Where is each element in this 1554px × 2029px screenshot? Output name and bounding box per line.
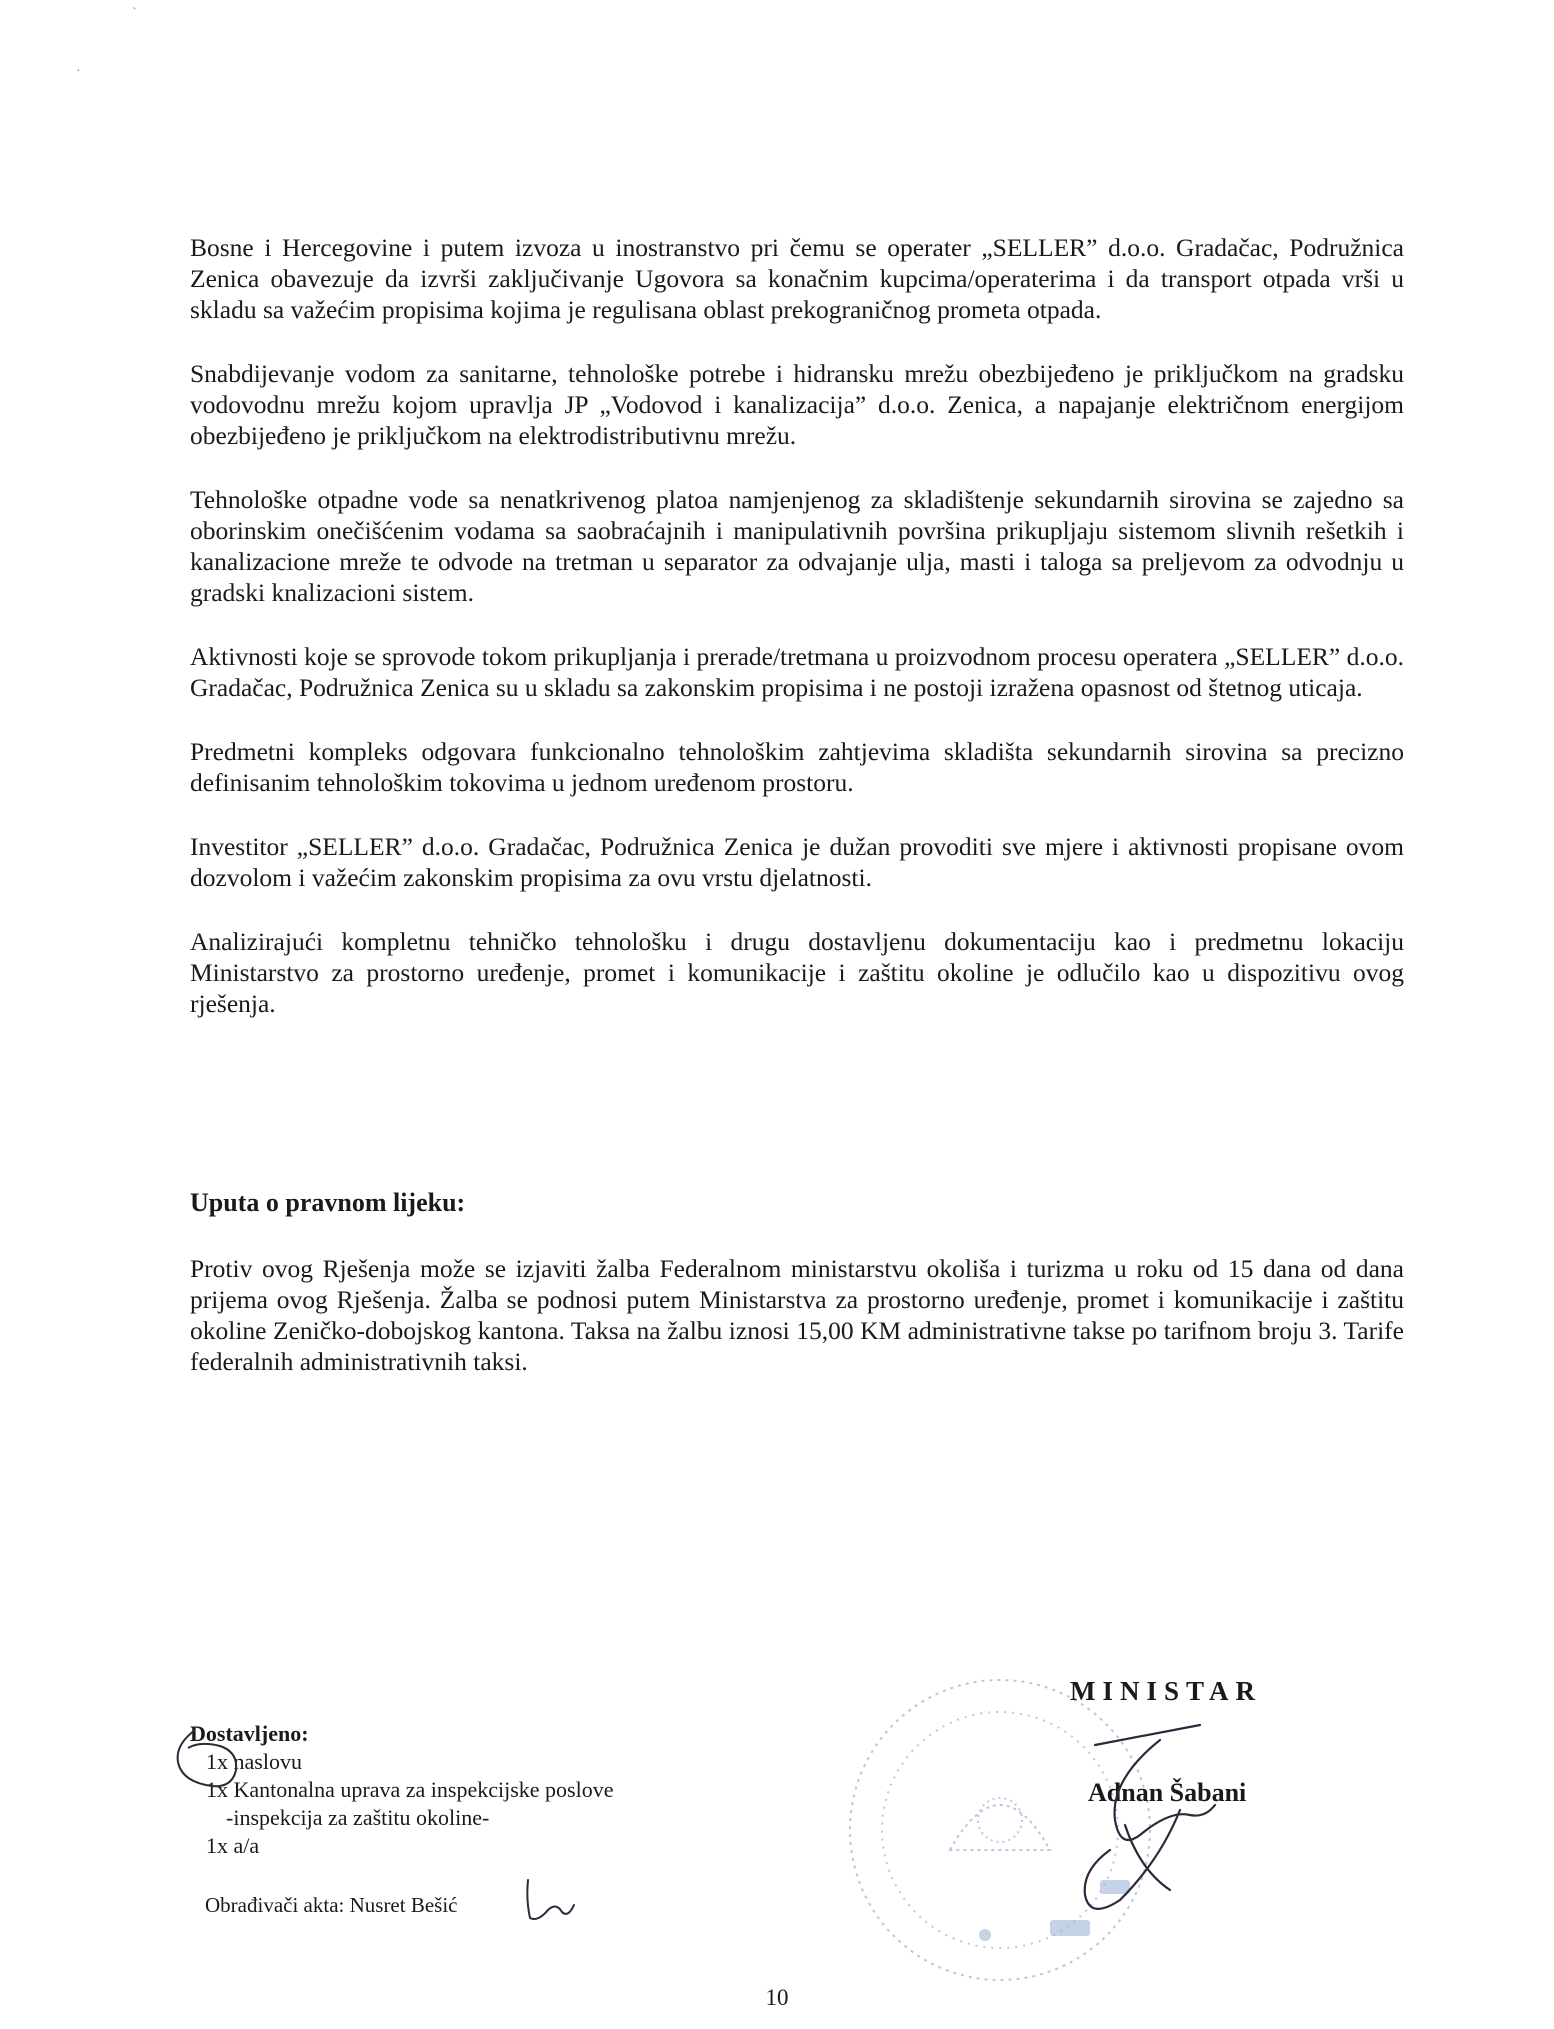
paragraph: Snabdijevanje vodom za sanitarne, tehnološke potrebe i hidransku mrežu obezbijeđeno je priključkom na gradsku vodovodnu mrežu kojom upravlja JP „Vodovod i kanalizacija” d.o.o. Zenica, a napajanje električnom energijom obezbijeđeno je priključkom na elektrodistributivnu mrežu. — [190, 359, 1404, 450]
appeal-text: Protiv ovog Rješenja može se izjaviti žalba Federalnom ministarstvu okoliša i turizma u roku od 15 dana od dana prijema ovog Rješenja. Žalba se podnosi putem Ministarstva za prostorno uređenje, promet i komunikacije i zaštitu okoline Zeničko-dobojskog kantona. Taksa na žalbu iznosi 15,00 KM administrativne takse po tarifnom broju 3. Tarife federalnih administrativnih taksi. — [190, 1254, 1404, 1376]
delivered-item: 1x Kantonalna uprava za inspekcijske poslove — [206, 1777, 614, 1802]
delivered-list — [190, 1720, 613, 1860]
delivered-item: 1x naslovu — [206, 1749, 302, 1774]
paragraph: Aktivnosti koje se sprovode tokom prikupljanja i prerade/tretmana u proizvodnom procesu operatera „SELLER” d.o.o. Gradačac, Podružnica Zenica su u skladu sa zakonskim propisima i ne postoji izražena opasnost od štetnog uticaja. — [190, 642, 1404, 702]
scan-artifact: · — [76, 64, 81, 79]
delivered-item: 1x a/a — [206, 1833, 260, 1858]
body-text — [190, 232, 1404, 1052]
paragraph: Tehnološke otpadne vode sa nenatkrivenog platoa namjenjenog za skladištenje sekundarnih sirovina se zajedno sa oborinskim onečišćenim vodama sa saobraćajnih i manipulativnih površina prikupljaju sistemom slivnih rešetkih i kanalizacione mreže te odvode na tretman u separator za odvajanje ulja, masti i taloga sa preljevom za odvodnju u gradski knalizacioni sistem. — [190, 485, 1404, 607]
delivered-label: Dostavljeno: — [190, 1721, 309, 1746]
paragraph: Analizirajući kompletnu tehničko tehnološku i drugu dostavljenu dokumentaciju kao i predmetnu lokaciju Ministarstvo za prostorno uređenje, promet i komunikacije i zaštitu okoline je odlučilo kao u dispozitivu ovog rješenja. — [190, 927, 1404, 1018]
paragraph: Predmetni kompleks odgovara funkcionalno tehnološkim zahtjevima skladišta sekundarnih sirovina sa precizno definisanim tehnološkim tokovima u jednom uređenom prostoru. — [190, 737, 1404, 797]
processors-note: Obrađivači akta: Nusret Bešić — [205, 1893, 458, 1917]
paragraph: Investitor „SELLER” d.o.o. Gradačac, Podružnica Zenica je dužan provoditi sve mjere i aktivnosti propisane ovom dozvolom i važećim zakonskim propisima za ovu vrstu djelatnosti. — [190, 832, 1404, 892]
minister-name: Adnan Šabani — [1088, 1778, 1247, 1807]
appeal-heading: Uputa o pravnom lijeku: — [190, 1188, 466, 1217]
scan-artifact: ` — [132, 6, 137, 21]
page-number: 10 — [765, 1985, 789, 2010]
delivered-item: -inspekcija za zaštitu okoline- — [226, 1805, 490, 1830]
minister-title: MINISTAR — [1070, 1676, 1263, 1706]
paragraph: Bosne i Hercegovine i putem izvoza u inostranstvo pri čemu se operater „SELLER” d.o.o. Gradačac, Podružnica Zenica obavezuje da izvrši zaključivanje Ugovora sa konačnim kupcima/operaterima i da transport otpada vrši u skladu sa važećim propisima kojima je regulisana oblast prekograničnog prometa otpada. — [190, 233, 1404, 324]
